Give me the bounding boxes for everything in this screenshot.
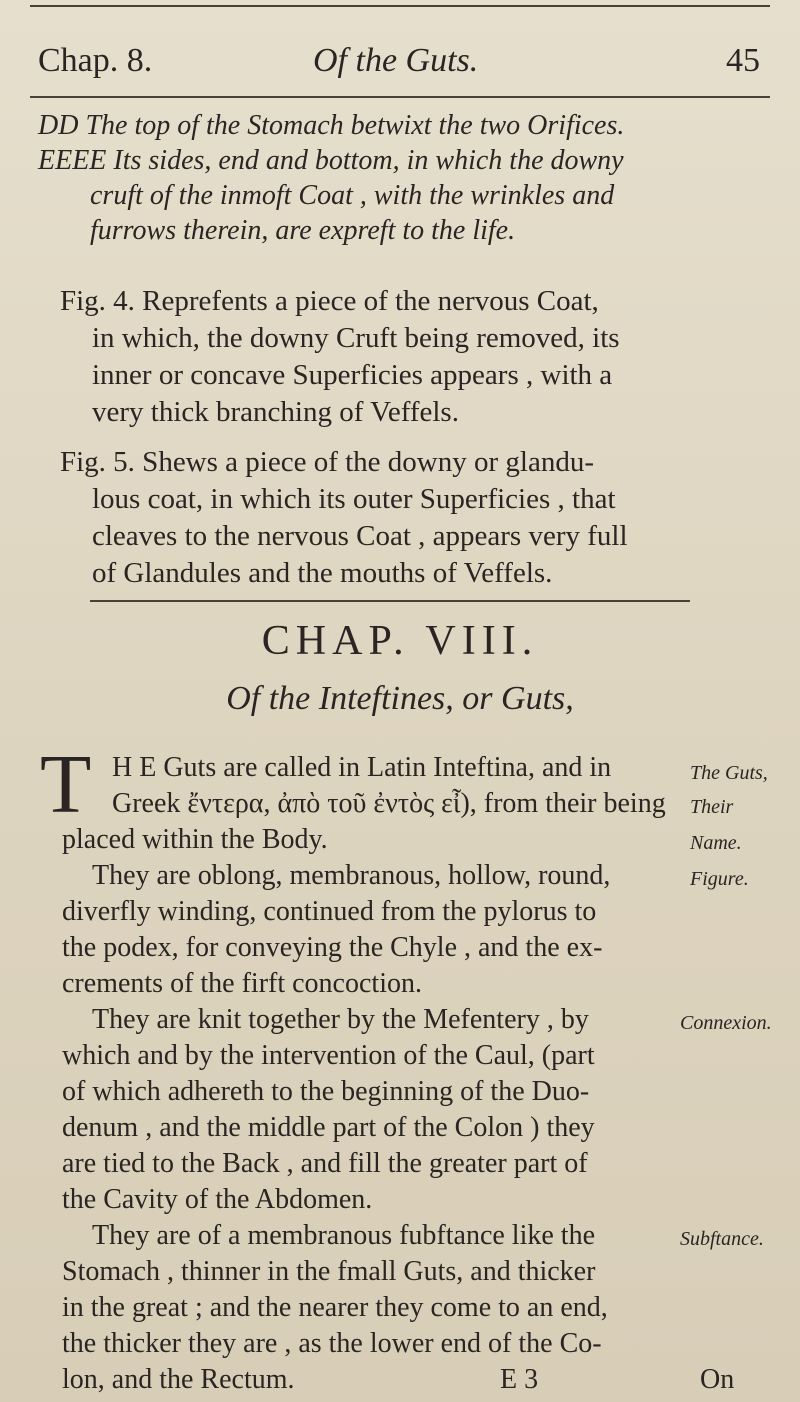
chapter-label: Chap. 8. (38, 42, 153, 79)
fig5-line: Fig. 5. Shews a piece of the downy or glandu- (60, 446, 594, 478)
body-line: the Cavity of the Abdomen. (62, 1184, 373, 1215)
chapter-subtitle: Of the Inteftines, or Guts, (226, 680, 574, 717)
side-note: Connexion. (680, 1012, 772, 1034)
body-line: which and by the intervention of the Caul, (part (62, 1040, 595, 1071)
caption-line: cruft of the inmoft Coat , with the wrinkles and (90, 180, 615, 211)
side-note: Figure. (690, 868, 749, 890)
drop-cap: T (40, 738, 92, 831)
fig5-line: cleaves to the nervous Coat , appears very full (92, 520, 628, 552)
body-line: in the great ; and the nearer they come to an end, (62, 1292, 608, 1323)
catchword: On (700, 1364, 735, 1395)
running-header (38, 42, 760, 92)
body-line: the podex, for conveying the Chyle , and the ex- (62, 932, 603, 963)
fig5-line: lous coat, in which its outer Superficies , that (92, 483, 616, 515)
fig4-line: in which, the downy Cruft being removed, its (92, 322, 620, 354)
caption-line-dd: DD The top of the Stomach betwixt the two Orifices. (38, 110, 625, 141)
body-line: lon, and the Rectum. (62, 1364, 295, 1395)
body-line: They are knit together by the Mefentery , by (92, 1004, 589, 1035)
signature-mark: E 3 (500, 1364, 539, 1395)
fig4-line: Fig. 4. Reprefents a piece of the nervous Coat, (60, 285, 599, 317)
top-rule (30, 5, 770, 7)
caption-line: furrows therein, are expreft to the life. (90, 215, 516, 246)
body-line: the thicker they are , as the lower end of the Co- (62, 1328, 602, 1359)
fig4-line: inner or concave Superficies appears , with a (92, 359, 613, 391)
body-line: Greek ἔντερα, ἀπὸ τοῦ ἐντὸς εἶ), from their being (112, 788, 666, 819)
body-line: They are of a membranous fubftance like the (92, 1220, 596, 1251)
fig4-line: very thick branching of Veffels. (92, 396, 459, 428)
body-line: are tied to the Back , and fill the greater part of (62, 1148, 588, 1179)
caption-line-eeee: EEEE Its sides, end and bottom, in which the downy (38, 145, 624, 176)
body-line: H E Guts are called in Latin Inteftina, and in (112, 752, 612, 783)
body-line: crements of the firft concoction. (62, 968, 422, 999)
side-note: Subftance. (680, 1228, 764, 1250)
side-note: The Guts, (690, 762, 768, 784)
section-rule (90, 600, 690, 602)
running-title: Of the Guts. (313, 42, 479, 79)
fig5-line: of Glandules and the mouths of Veffels. (92, 557, 553, 589)
body-line: Stomach , thinner in the fmall Guts, and thicker (62, 1256, 596, 1287)
side-note: Their (690, 796, 734, 818)
body-line: denum , and the middle part of the Colon ) they (62, 1112, 595, 1143)
body-line: placed within the Body. (62, 824, 328, 855)
page-number: 45 (726, 42, 760, 79)
chapter-heading: CHAP. VIII. (261, 618, 539, 664)
body-line: diverfly winding, continued from the pylorus to (62, 896, 597, 927)
body-line: of which adhereth to the beginning of the Duo- (62, 1076, 590, 1107)
body-line: They are oblong, membranous, hollow, round, (92, 860, 611, 891)
side-note: Name. (690, 832, 742, 854)
header-rule (30, 96, 770, 98)
